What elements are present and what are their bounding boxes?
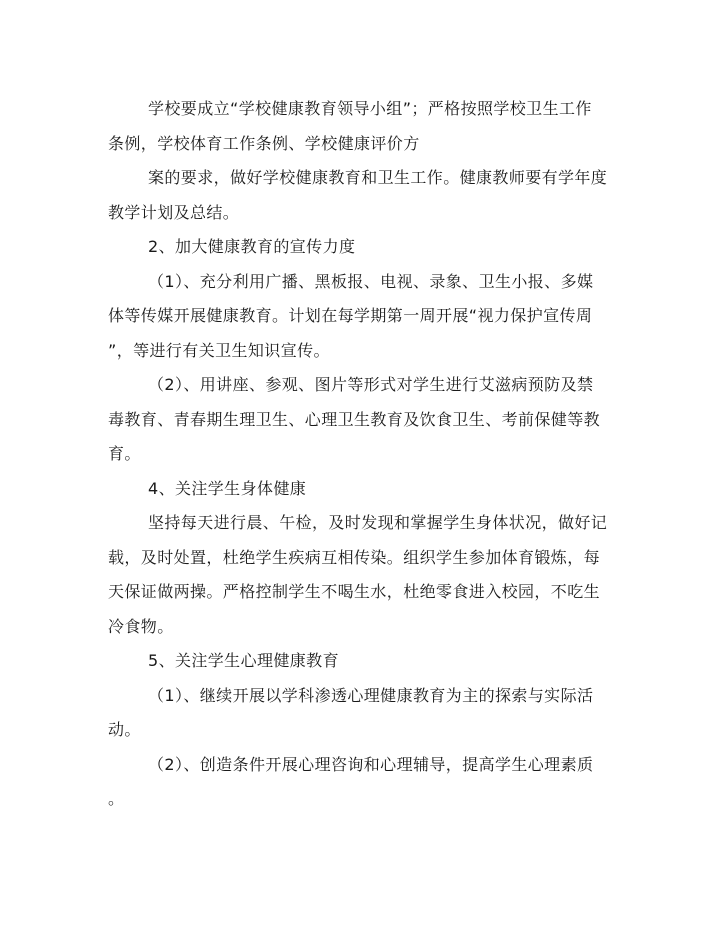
text-line: （2）、创造条件开展心理咨询和心理辅导，提高学生心理素质 — [148, 754, 594, 774]
text-line: 坚持每天进行晨、午检，及时发现和掌握学生身体状况，做好记 — [148, 513, 608, 532]
text-line: （2）、用讲座、参观、图片等形式对学生进行艾滋病预防及禁 — [148, 375, 594, 394]
text-line: （1）、充分利用广播、黑板报、电视、录象、卫生小报、多媒 — [148, 271, 594, 291]
heading-mental-health — [108, 644, 618, 679]
text-line: 学校要成立“学校健康教育领导小组”；严格按照学校卫生工作 — [148, 99, 592, 118]
text-line: 天保证做两操。严格控制学生不喝生水，杜绝零食进入校园，不吃生 — [108, 582, 601, 601]
text-line: ”，等进行有关卫生知识宣传。 — [108, 340, 330, 360]
section-heading: 4、关注学生身体健康 — [148, 478, 307, 498]
paragraph-subject-integration — [108, 679, 618, 748]
paragraph-requirements — [108, 161, 618, 230]
text-line: 教学计划及总结。 — [108, 202, 240, 222]
section-heading: 5、关注学生心理健康教育 — [148, 651, 339, 670]
text-line: 冷食物。 — [108, 616, 174, 636]
paragraph-lectures — [108, 368, 618, 472]
section-heading: 2、加大健康教育的宣传力度 — [148, 237, 356, 256]
text-line: 育。 — [108, 444, 141, 463]
text-line: 条例，学校体育工作条例、学校健康评价方 — [108, 133, 420, 153]
paragraph-daily-checks — [108, 506, 618, 644]
text-line: 动。 — [108, 720, 141, 739]
document-page — [108, 92, 618, 817]
text-line: 载，及时处置，杜绝学生疾病互相传染。组织学生参加体育锻炼，每 — [108, 547, 601, 567]
text-line: （1）、继续开展以学科渗透心理健康教育为主的探索与实际活 — [148, 685, 594, 705]
text-line: 体等传媒开展健康教育。计划在每学期第一周开展“视力保护宣传周 — [108, 306, 593, 325]
paragraph-media-promotion — [108, 265, 618, 369]
paragraph-counseling — [108, 748, 618, 817]
text-line: 毒教育、青春期生理卫生、心理卫生教育及饮食卫生、考前保健等教 — [108, 409, 601, 429]
heading-promotion — [108, 230, 618, 265]
paragraph-leadership-group — [108, 92, 618, 161]
text-line: 案的要求，做好学校健康教育和卫生工作。健康教师要有学年度 — [148, 168, 608, 187]
heading-physical-health — [108, 472, 618, 507]
text-line: 。 — [108, 789, 125, 808]
